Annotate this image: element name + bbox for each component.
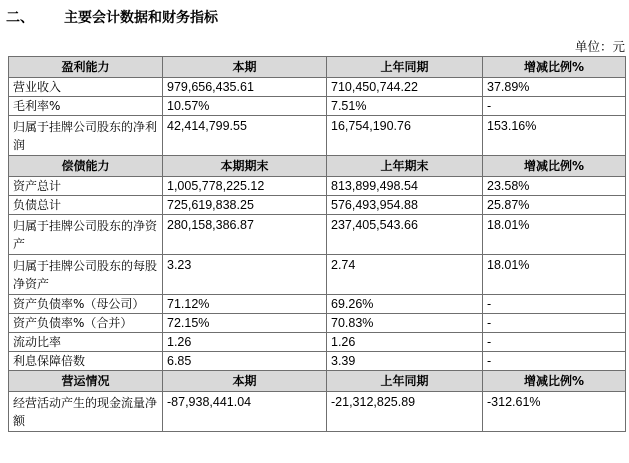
table-row: [9, 333, 626, 352]
table-header-row: [9, 371, 626, 392]
section-heading: [6, 5, 218, 29]
table-row: [9, 255, 626, 295]
prior-value: 1.26: [327, 333, 483, 352]
current-value: -87,938,441.04: [163, 392, 327, 432]
prior-value: 237,405,543.66: [327, 215, 483, 255]
prior-value: 16,754,190.76: [327, 116, 483, 156]
header-cell: 上年同期: [327, 57, 483, 78]
change-percent: -: [483, 97, 626, 116]
current-value: 280,158,386.87: [163, 215, 327, 255]
table-row: [9, 392, 626, 432]
prior-value: 69.26%: [327, 295, 483, 314]
table-row: [9, 78, 626, 97]
table-row: [9, 196, 626, 215]
change-percent: 25.87%: [483, 196, 626, 215]
current-value: 3.23: [163, 255, 327, 295]
header-cell: 上年同期: [327, 371, 483, 392]
change-percent: 18.01%: [483, 255, 626, 295]
row-label: 资产负债率%（合并）: [9, 314, 163, 333]
row-label: 资产负债率%（母公司）: [9, 295, 163, 314]
row-label: 利息保障倍数: [9, 352, 163, 371]
prior-value: 3.39: [327, 352, 483, 371]
section-title: 主要会计数据和财务指标: [64, 10, 218, 26]
prior-value: 813,899,498.54: [327, 177, 483, 196]
row-label: 经营活动产生的现金流量净额: [9, 392, 163, 432]
header-cell: 营运情况: [9, 371, 163, 392]
row-label: 归属于挂牌公司股东的净利润: [9, 116, 163, 156]
change-percent: -312.61%: [483, 392, 626, 432]
header-cell: 盈利能力: [9, 57, 163, 78]
change-percent: -: [483, 352, 626, 371]
header-cell: 增减比例%: [483, 57, 626, 78]
change-percent: 18.01%: [483, 215, 626, 255]
section-number: 二、: [6, 10, 34, 26]
row-label: 流动比率: [9, 333, 163, 352]
current-value: 1,005,778,225.12: [163, 177, 327, 196]
table-row: [9, 116, 626, 156]
current-value: 71.12%: [163, 295, 327, 314]
financial-indicators-table: [8, 56, 626, 432]
current-value: 42,414,799.55: [163, 116, 327, 156]
prior-value: -21,312,825.89: [327, 392, 483, 432]
change-percent: 23.58%: [483, 177, 626, 196]
current-value: 1.26: [163, 333, 327, 352]
change-percent: -: [483, 333, 626, 352]
prior-value: 2.74: [327, 255, 483, 295]
header-cell: 增减比例%: [483, 156, 626, 177]
prior-value: 70.83%: [327, 314, 483, 333]
table-row: [9, 314, 626, 333]
table-header-row: [9, 156, 626, 177]
table-row: [9, 352, 626, 371]
prior-value: 7.51%: [327, 97, 483, 116]
table-row: [9, 177, 626, 196]
header-cell: 上年期末: [327, 156, 483, 177]
change-percent: 153.16%: [483, 116, 626, 156]
header-cell: 本期期末: [163, 156, 327, 177]
current-value: 6.85: [163, 352, 327, 371]
current-value: 10.57%: [163, 97, 327, 116]
row-label: 营业收入: [9, 78, 163, 97]
row-label: 归属于挂牌公司股东的净资产: [9, 215, 163, 255]
table-row: [9, 97, 626, 116]
current-value: 72.15%: [163, 314, 327, 333]
table-header-row: [9, 57, 626, 78]
row-label: 负债总计: [9, 196, 163, 215]
header-cell: 增减比例%: [483, 371, 626, 392]
prior-value: 576,493,954.88: [327, 196, 483, 215]
change-percent: 37.89%: [483, 78, 626, 97]
table-row: [9, 295, 626, 314]
unit-label: 单位：元: [574, 39, 625, 54]
current-value: 725,619,838.25: [163, 196, 327, 215]
row-label: 归属于挂牌公司股东的每股净资产: [9, 255, 163, 295]
current-value: 979,656,435.61: [163, 78, 327, 97]
prior-value: 710,450,744.22: [327, 78, 483, 97]
row-label: 毛利率%: [9, 97, 163, 116]
row-label: 资产总计: [9, 177, 163, 196]
change-percent: -: [483, 295, 626, 314]
header-cell: 偿债能力: [9, 156, 163, 177]
table-row: [9, 215, 626, 255]
header-cell: 本期: [163, 371, 327, 392]
header-cell: 本期: [163, 57, 327, 78]
change-percent: -: [483, 314, 626, 333]
